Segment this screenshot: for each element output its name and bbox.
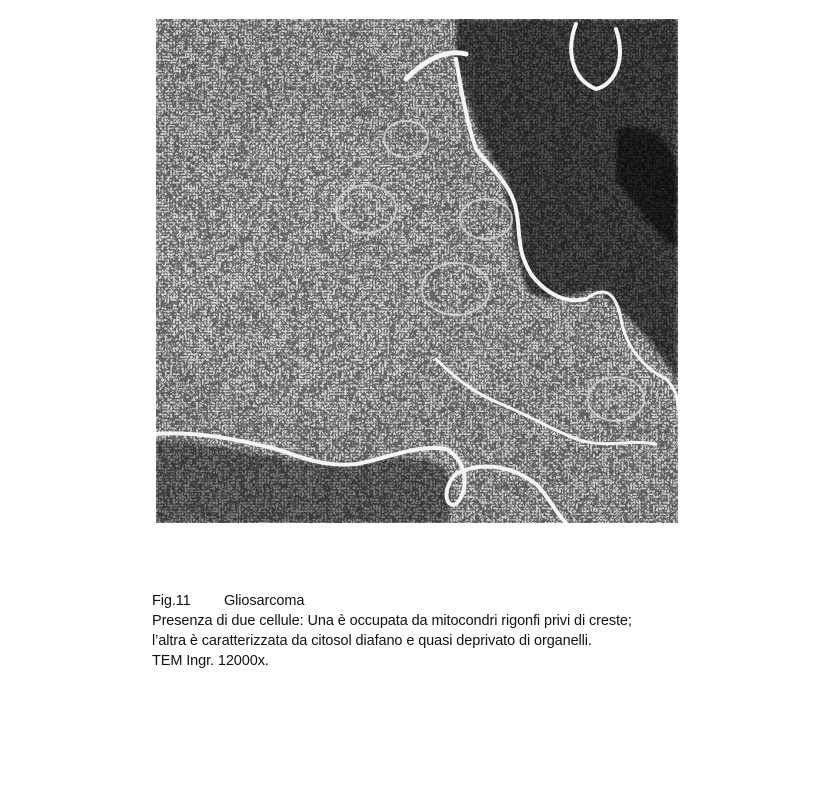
figure-title: Gliosarcoma [224,593,305,609]
micrograph-image [156,19,678,523]
caption-line-3: TEM Ingr. 12000x. [152,653,269,669]
micrograph-figure [156,19,678,523]
caption-header [152,591,792,611]
figure-caption [152,591,792,671]
caption-line-2: l’altra è caratterizzata da citosol diafano e quasi deprivato di organelli. [152,633,592,649]
caption-line-1: Presenza di due cellule: Una è occupata da mitocondri rigonfi privi di creste; [152,613,632,629]
figure-number: Fig.11 [152,593,191,609]
